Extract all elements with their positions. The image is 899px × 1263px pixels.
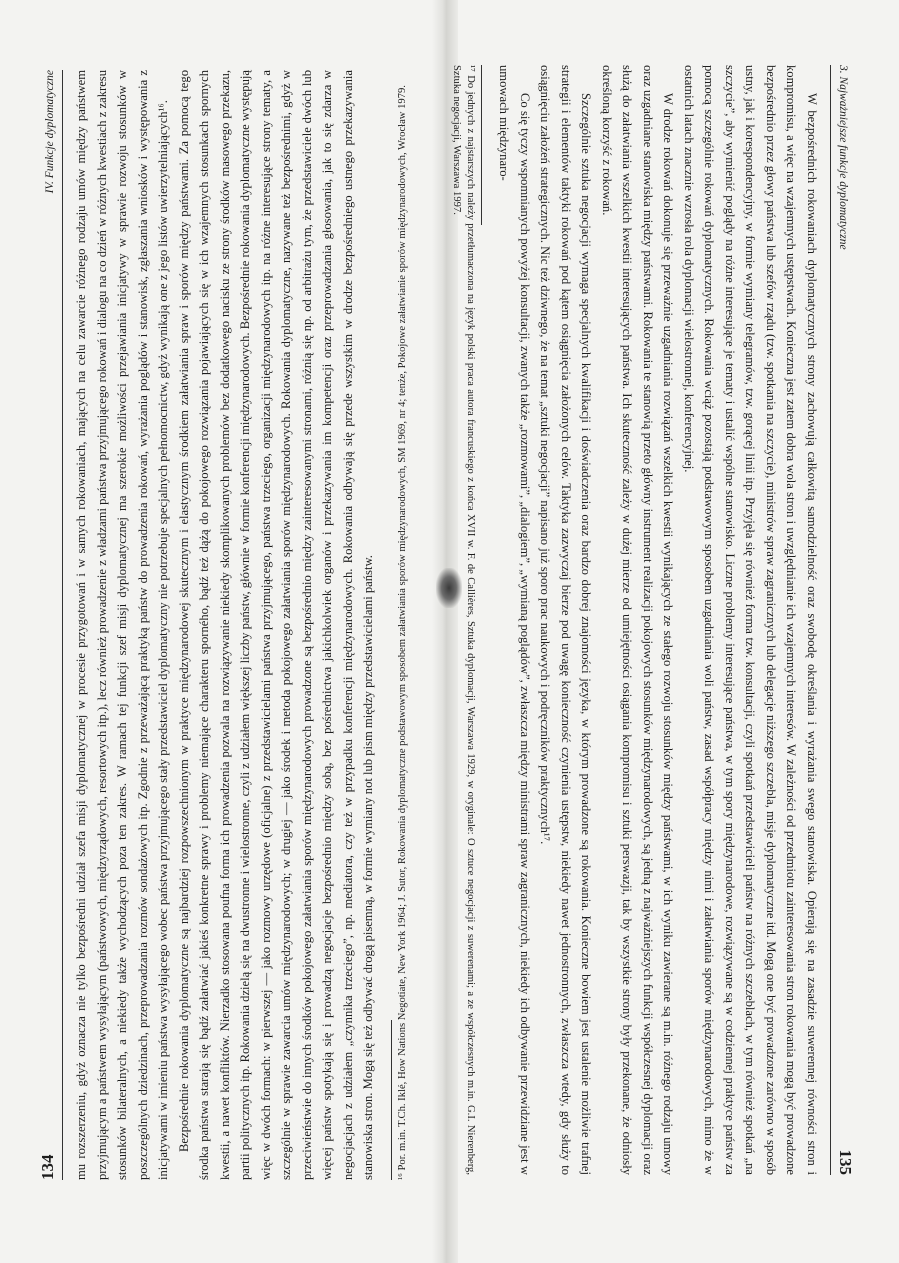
right-paragraph: W drodze rokowań dokonuje się przeważnie uzgadniania rozwiązań wszelkich kwestii wynikających ze stałego rozwoju stosunków między państwami, w ich wyniku zawierane są m.in. różnego rodzaju umowy oraz uzgadniane stanowiska między państwami. Rokowania te stanowią przeto główny instrument realizacji pokojowych stosunków międzynarodowych, są jedną z najważniejszych funkcji współczesnej dyplomacji oraz służą do załatwiania wszelkich kwestii interesujących państwa. Ich skuteczność zależy w dużej mierze od umiejętności osiągania kompromisu i sztuki perswazji, tak by wszystkie strony były przekonane, że odniosły określoną korzyść z rokowań. <box>600 65 676 1175</box>
right-footnote: ¹⁷ Do jednych z najstarszych należy przetłumaczona na język polski praca autora francuskiego z końca XVII w. F. de Callières, Sztuka dyplomacji, Warszawa 1929, w oryginale: O sztuce negocjacji z suwerenami; a ze współczesnych m.in. G.I. Nierenberg, Sztuka negocjacji, Warszawa 1997. <box>451 65 476 1175</box>
right-paragraph: Szczególnie sztuka negocjacji wymaga specjalnych kwalifikacji i doświadczenia oraz bardzo dobrej znajomości języka, w którym prowadzone są rokowania. Konieczne bowiem jest ustalenie możliwie trafnej strategii i elementów taktyki rokowań pod kątem osiągnięcia założonych celów. Taktyka zazwyczaj bierze pod uwagę konieczność czynienia ustępstw, niekiedy nawet jednostronnych, zwłaszcza wtedy, gdy służy to osiągnięciu założeń strategicznych. Nic też dziwnego, że na temat „sztuki negocjacji” napisano już sporo prac naukowych i podręczników praktycznych¹⁷. <box>538 65 594 1175</box>
right-paragraph: W bezpośrednich rokowaniach dyplomatycznych strony zachowują całkowitą samodzielność oraz swobodę określania i wyrażania swego stanowiska. Opierają się na zasadzie suwerennej równości stron i kompromisu, a więc na wzajemnych ustępstwach. Konieczna jest zatem dobra wola stron i uwzględnianie ich wzajemnych interesów. W zależności od przedmiotu zainteresowania stron rokowania mogą być prowadzone bezpośrednio przez głowy państwa lub szefów rządu (tzw. spotkania na szczycie), ministrów spraw zagranicznych lub delegacje niższego szczebla, misje dyplomatyczne itd. Mogą one być prowadzone zarówno w sposób ustny, jak i korespondencyjny, w formie wymiany telegramów, tzw. gorącej linii itp. Przyjęła się również forma tzw. konsultacji, czyli spotkań przedstawicieli państw na różnych szczeblach, w tym również spotkań „na szczycie”, aby wymienić poglądy na różne interesujące je tematy i ustalić wspólne stanowisko. Liczne problemy interesujące państwa, w tym spory międzynarodowe, rozwiązywane są w codziennej praktyce państw za pomocą szczególnie rokowań dyplomatycznych. Rokowania wciąż pozostają podstawowym sposobem uzgadniania woli państw, zasad współpracy między nimi i załatwiania sporów międzynarodowych, mimo że w ostatnich latach znacznie wzrosła rola dyplomacji wielostronnej, konferencyjnej. <box>682 65 819 1175</box>
right-page-header <box>830 65 855 1175</box>
right-paragraph: Co się tyczy wspomnianych powyżej konsultacji, zwanych także „rozmowami”, „dialogiem”, „wymianą poglądów”, zwłaszcza między ministrami spraw zagranicznych, niekiedy ich odbywanie przewidziane jest w umowach międzynaro- <box>497 65 532 1175</box>
left-footnote: ¹⁶ Por. m.in. T.Ch. Iklé, How Nations Negotiate, New York 1964; J. Sutor, Rokowania dyplomatyczne podstawowym sposobem załatwiania sporów międzynarodowych, SM 1969, nr 4; tenże, Pokojowe załatwianie sporów międzynarodowych, Wrocław 1979. <box>396 85 408 1180</box>
right-page-number: 135 <box>836 1149 855 1175</box>
left-running-head: IV. Funkcje dyplomatyczne <box>44 70 56 194</box>
left-page <box>38 60 436 1190</box>
right-body-text <box>494 65 822 1175</box>
footnote-rule <box>481 65 482 225</box>
right-running-head: 3. Najważniejsze funkcje dyplomatyczne <box>837 65 849 250</box>
left-page-number: 134 <box>38 1154 57 1180</box>
left-page-header <box>38 70 63 1180</box>
right-page <box>451 55 855 1185</box>
footnote-rule <box>391 1020 392 1180</box>
left-paragraph: Bezpośrednie rokowania dyplomatyczne są najbardziej rozpowszechnionym w praktyce międzynarodowej skutecznym i elastycznym środkiem załatwiania spraw i sporów między państwami. Za pomocą tego środka państwa starają się bądź załatwiać jakieś konkretne sprawy i problemy niemające charakteru sporného, bądź też dążą do pokojowego rozwiązania pojawiających się w ich wzajemnych stosunkach spornych kwestii, a nawet konfliktów. Nierzadko stosowana poufna forma ich prowadzenia pozwala na rozwiązywanie niekiedy skomplikowanych problemów bez dodatkowego nacisku ze strony środków masowego przekazu, partii politycznych itp. Rokowania dzielą się na dwustronne i wielostronne, czyli z udziałem większej liczby państw, głównie w formie konferencji międzynarodowych. Bezpośrednie rokowania dyplomatyczne występują więc w dwóch formach: w pierwszej — jako rozmowy urzędowe (oficjalne) z przedstawicielami państwa przyjmującego, państwa trzeciego, organizacji międzynarodowych itp. na różne interesujące strony tematy, a szczególnie w sprawie zawarcia umów międzynarodowych; w drugiej — jako środek i metoda pokojowego załatwiania sporów międzynarodowych. Rokowania dyplomatyczne, nazywane też bezpośrednimi, gdyż w przeciwieństwie do innych środków pokojowego załatwiania sporów międzynarodowych prowadzone są bezpośrednio między zainteresowanymi stronami, różnią się np. od arbitrażu tym, że przedstawiciele dwóch lub więcej państw spotykają się i prowadzą negocjacje bezpośrednio między sobą, bez pośrednictwa jakichkolwiek organów i przekazywania im kompetencji oraz przeprowadzania głosowania, jak to się zdarza w negocjacjach z udziałem „czynnika trzeciego”, np. mediatora, czy też w przypadku konferencji międzynarodowych. Rokowania odbywają się przede wszystkim w drodze bezpośredniego ustnego przekazywania stanowiska stron. Mogą się też odbywać drogą pisemną, w formie wymiany not lub pism między przedstawicielami państw. <box>176 70 375 1180</box>
left-body-text <box>71 70 379 1180</box>
left-paragraph: mu rozszerzeniu, gdyż oznacza nie tylko bezpośredni udział szefa misji dyplomatycznej w procesie przygotowań i w samych rokowaniach, mających na celu zawarcie różnego rodzaju umów między państwem przyjmującym a państwem wysyłającym (państwowych, międzyrządowych, resortowych itp.), lecz również prowadzenie z władzami państwa przyjmującego rokowań i dialogu na co dzień w różnych kwestiach z zakresu stosunków bilateralnych, a niekiedy także wychodzących poza ten zakres. W ramach tej funkcji szef misji dyplomatycznej ma szerokie możliwości przejawiania inicjatywy w sprawie rozwoju stosunków w poszczególnych dziedzinach, przeprowadzania rozmów sondażowych itp. Zgodnie z przeważającą praktyką państw do prowadzenia rokowań, wyrażania poglądów i stanowisk, zgłaszania wniosków i występowania z inicjatywami w imieniu państwa wysyłającego wobec państwa przyjmującego stały przedstawiciel dyplomatyczny nie potrzebuje specjalnych pełnomocnictw, gdyż wynikają one z jego listów uwierzytelniających¹⁶. <box>74 70 170 1180</box>
